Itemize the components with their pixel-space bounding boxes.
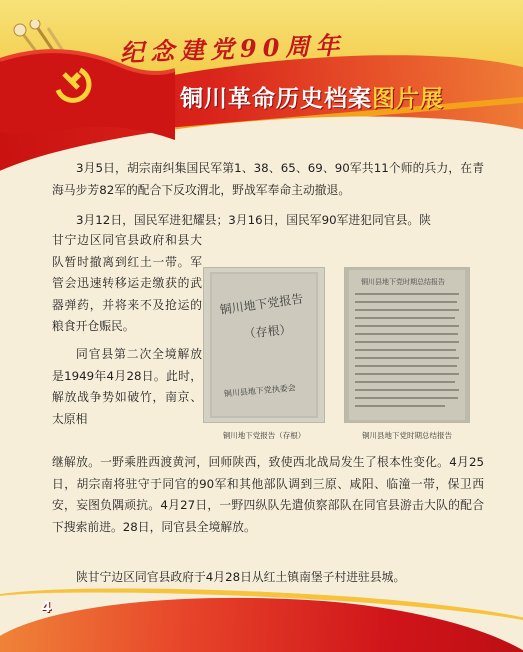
cover-handwriting-signature: 铜川县地下党执委会 (223, 383, 297, 399)
cover-handwriting-title: 铜川地下党报告 (218, 291, 305, 318)
paragraph-5: 继解放。一野乘胜西渡黄河，回师陕西，致使西北战局发生了根本性变化。4月25日，胡宗南将驻守于同官的90军和其他部队调到三原、咸阳、临潼一带，保卫西安，妄图负隅顽抗。4月27日，一野四纵队先遣侦察部队在同官县游击大队的配合下搜索前进。28日，同官县全境解放。 (52, 455, 484, 534)
paragraph-4: 同官县第二次全境解放是1949年4月28日。此时，解放战争势如破竹，南京、太原相 (52, 347, 202, 426)
paragraph-6: 陕甘宁边区同官县政府于4月28日从红土镇南堡子村进驻县城。 (76, 570, 406, 584)
photo-report-stub (204, 268, 324, 422)
paragraph-2: 3月12日，国民军进犯耀县；3月16日，国民军90军进犯同官县。陕 (76, 213, 431, 227)
report-cover-image (204, 268, 324, 422)
paragraph-1: 3月5日，胡宗南纠集国民军第1、38、65、69、90军共11个师的兵力，在青海马步芳82军的配合下反攻渭北，野战军奉命主动撤退。 (52, 161, 484, 197)
cover-handwriting-sub: （存根） (242, 322, 293, 342)
photo-summary-report (345, 268, 469, 422)
anniversary-script-title: 纪念建党90周年 (119, 30, 346, 68)
paragraph-3: 甘宁边区同官县政府和县大队暂时撤离到红土一带。军管会迅速转移运走缴获的武器弹药，并将来不及抢运的粮食开仓赈民。 (52, 233, 202, 334)
photo-caption-2: 铜川县地下党时期总结报告 (362, 431, 452, 440)
photo-caption-1: 铜川地下党报告（存根） (222, 431, 306, 440)
title-main: 铜川革命历史档案 (180, 86, 372, 112)
page-number: 4 (41, 598, 52, 616)
page-title (180, 80, 510, 116)
summary-report-image (345, 268, 469, 422)
title-accent: 图片展 (372, 86, 444, 112)
summary-doc-heading: 铜川县地下党时期总结报告 (361, 278, 445, 286)
